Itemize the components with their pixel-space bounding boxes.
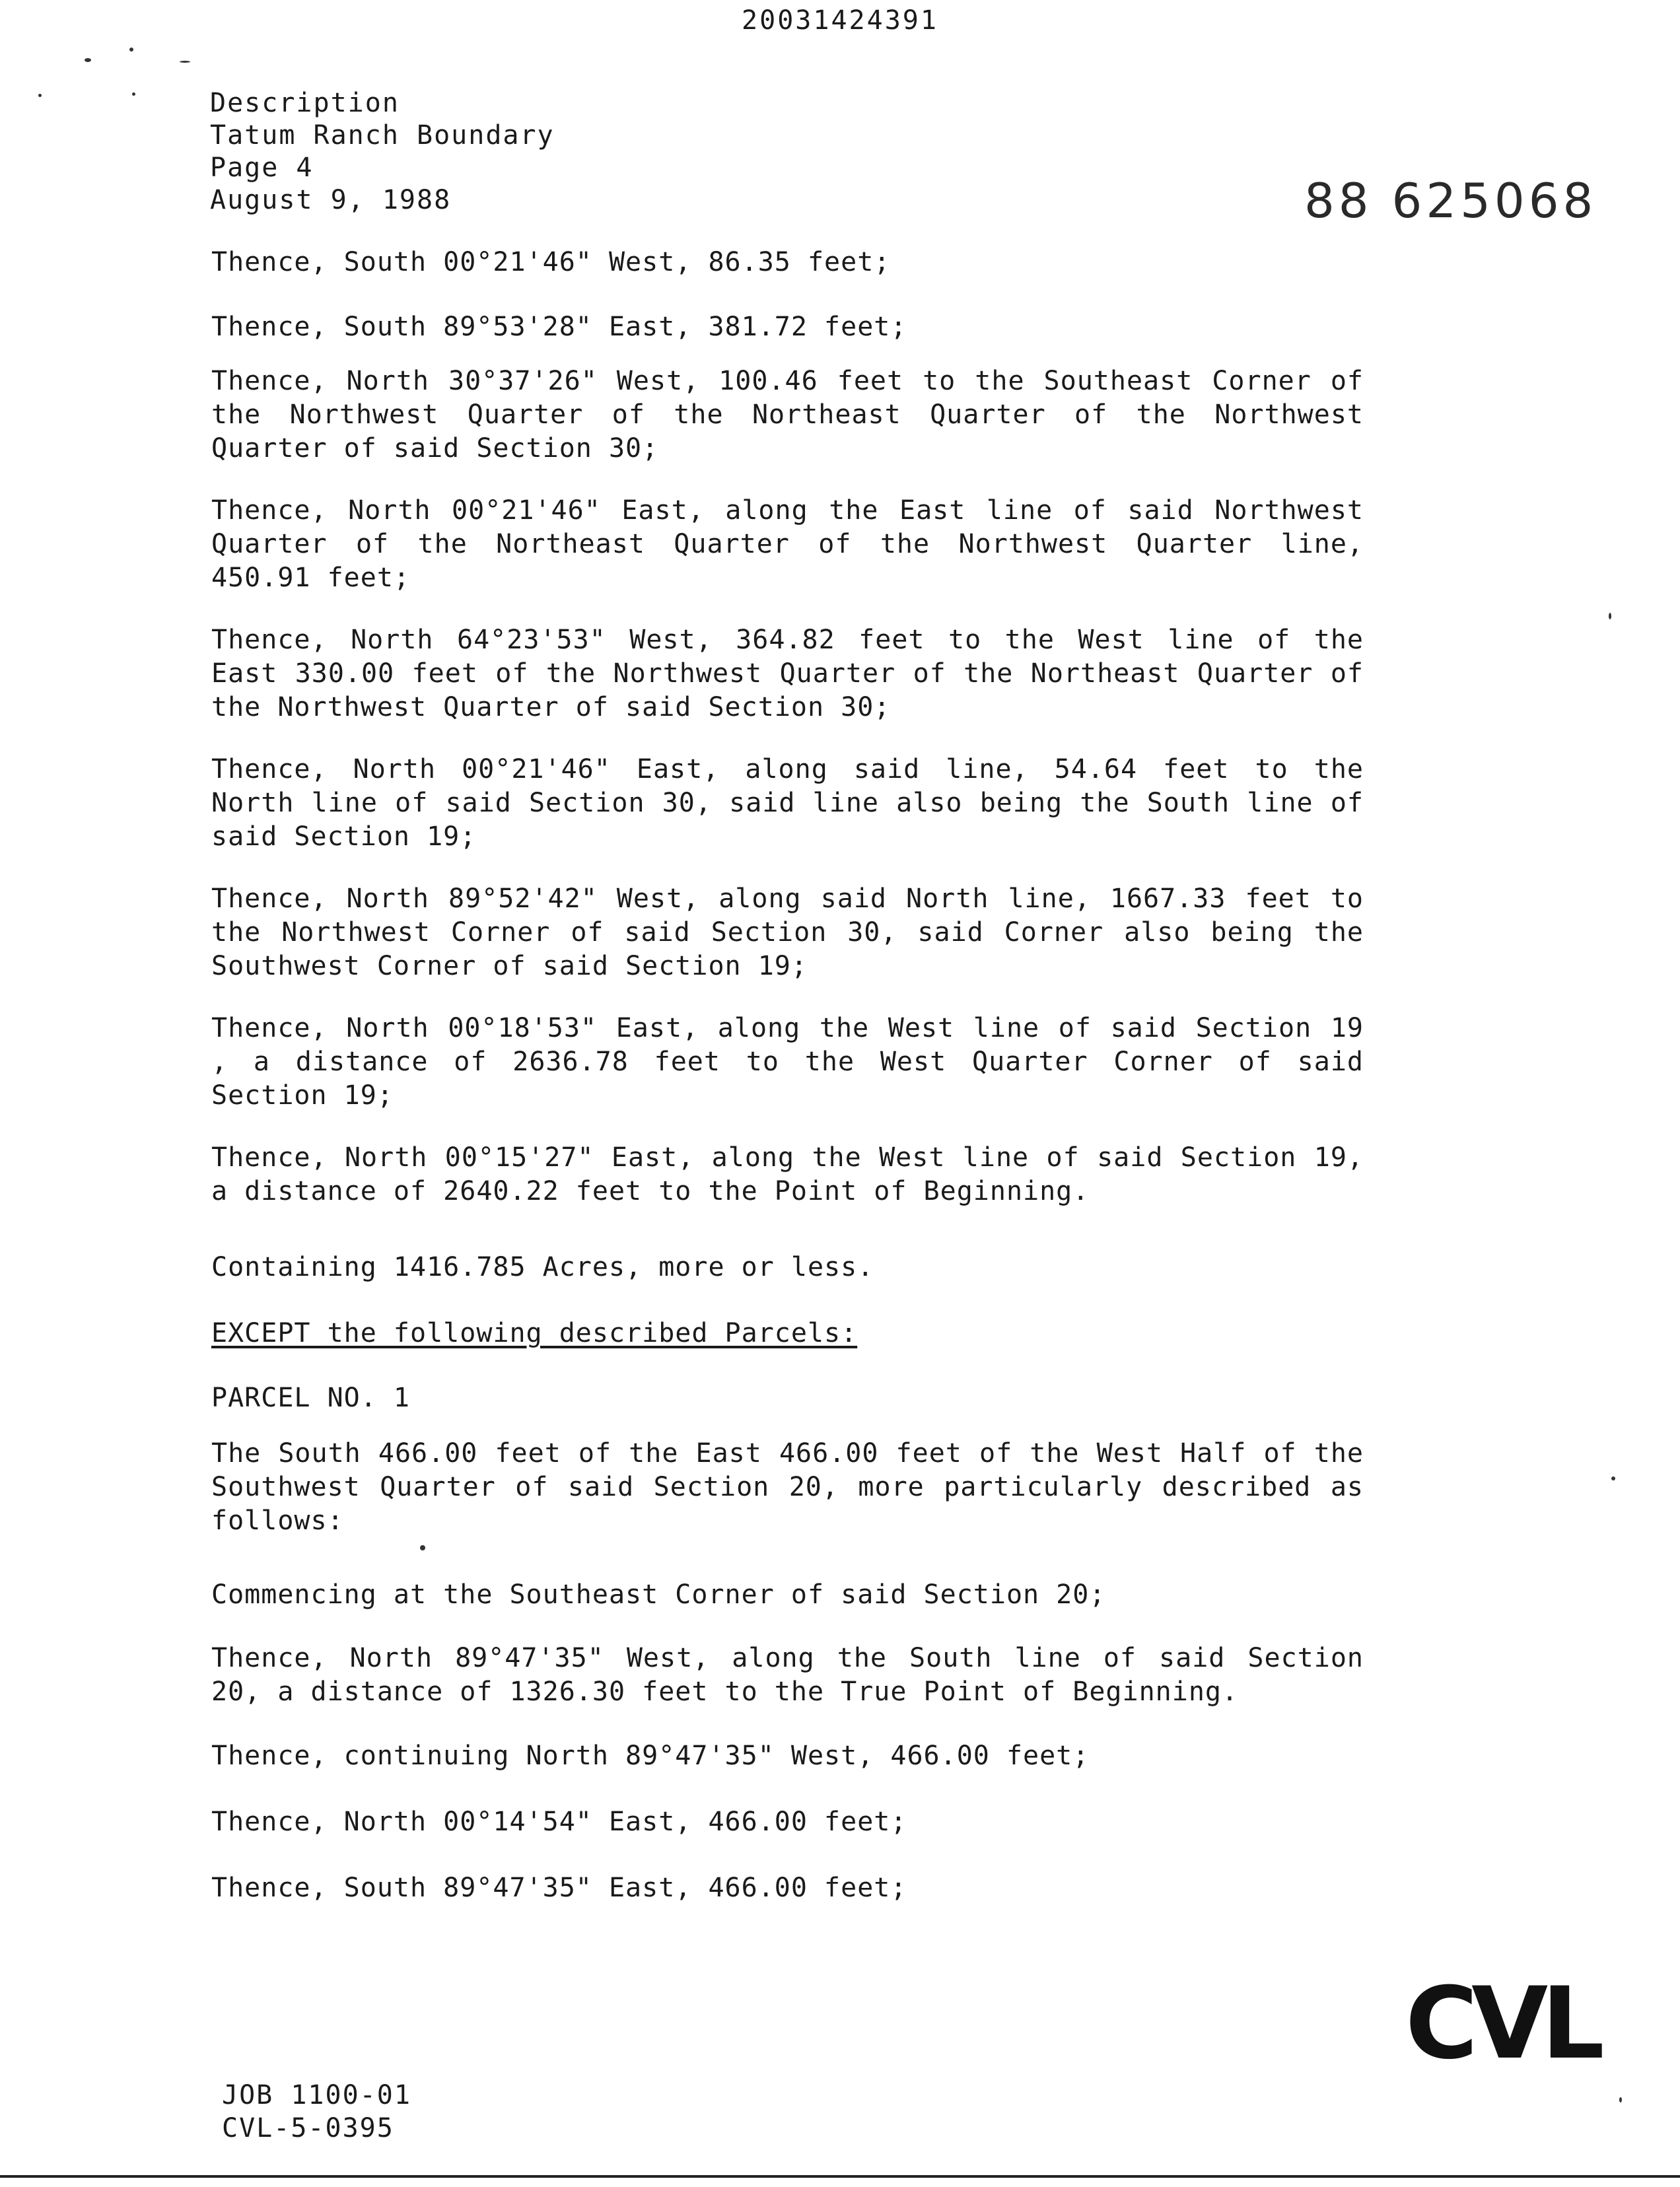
header-title: Tatum Ranch Boundary: [210, 120, 555, 151]
document-number: 20031424391: [742, 5, 938, 36]
footer-job-number: JOB 1100-01: [222, 2080, 411, 2110]
paragraph-4: Thence, North 00°21'46" East, along the East line of said Northwest Quarter of the Northeast Quarter of the Northwest Quarter line, 450.91 feet;: [211, 495, 1364, 593]
paragraph-7: Thence, North 89°52'42" West, along said North line, 1667.33 feet to the Northwest Corner of said Section 30, said Corner also being the Southwest Corner of said Section 19;: [211, 884, 1364, 981]
paragraph-1: Thence, South 00°21'46" West, 86.35 feet;: [211, 247, 891, 277]
footer-code: CVL-5-0395: [222, 2113, 394, 2143]
paragraph-commencing: Commencing at the Southeast Corner of said Section 20;: [211, 1580, 1106, 1610]
paragraph-true-point: Thence, North 89°47'35" West, along the South line of said Section 20, a distance of 1326.30 feet to the True Point of Beginning.: [211, 1643, 1364, 1707]
header-description: Description: [210, 88, 400, 118]
document-header: [210, 87, 555, 217]
paragraph-9: Thence, North 00°15'27" East, along the West line of said Section 19, a distance of 2640.22 feet to the Point of Beginning.: [211, 1142, 1364, 1206]
cvl-logo: CVL: [1405, 1966, 1598, 2081]
paragraph-3: Thence, North 30°37'26" West, 100.46 feet to the Southeast Corner of the Northwest Quarter of the Northeast Quarter of the Northwest Quarter of said Section 30;: [211, 366, 1364, 464]
except-heading: EXCEPT the following described Parcels:: [211, 1318, 858, 1348]
scan-speck: [132, 92, 135, 96]
scan-speck: [38, 94, 42, 97]
scan-speck: [85, 58, 91, 62]
document-footer: [222, 2079, 411, 2145]
parcel-heading: PARCEL NO. 1: [211, 1383, 410, 1413]
scan-speck: [180, 61, 190, 63]
paragraph-5: Thence, North 64°23'53" West, 364.82 feet to the West line of the East 330.00 feet of the Northwest Quarter of the Northeast Quarter of the Northwest Quarter of said Section 30;: [211, 625, 1364, 722]
acreage-statement: Containing 1416.785 Acres, more or less.: [211, 1252, 874, 1282]
scan-speck: [420, 1545, 425, 1550]
scan-speck: [129, 48, 133, 52]
paragraph-north: Thence, North 00°14'54" East, 466.00 feet;: [211, 1807, 907, 1837]
header-date: August 9, 1988: [210, 185, 452, 215]
bottom-border: [0, 2175, 1680, 2178]
scan-speck: [1611, 1476, 1615, 1480]
header-page: Page 4: [210, 153, 314, 183]
paragraph-parcel-description: The South 466.00 feet of the East 466.00 feet of the West Half of the Southwest Quarter of said Section 20, more particularly described as follows:: [211, 1438, 1364, 1536]
paragraph-2: Thence, South 89°53'28" East, 381.72 feet;: [211, 312, 907, 342]
paragraph-continuing: Thence, continuing North 89°47'35" West, 466.00 feet;: [211, 1741, 1090, 1771]
scan-speck: [1609, 613, 1611, 619]
paragraph-6: Thence, North 00°21'46" East, along said line, 54.64 feet to the North line of said Section 30, said line also being the South line of said Section 19;: [211, 754, 1364, 852]
recording-number: 88 625068: [1304, 173, 1597, 228]
paragraph-south: Thence, South 89°47'35" East, 466.00 feet;: [211, 1873, 907, 1903]
paragraph-8: Thence, North 00°18'53" East, along the West line of said Section 19 , a distance of 2636.78 feet to the West Quarter Corner of said Section 19;: [211, 1013, 1364, 1111]
scan-speck: [1619, 2097, 1622, 2102]
